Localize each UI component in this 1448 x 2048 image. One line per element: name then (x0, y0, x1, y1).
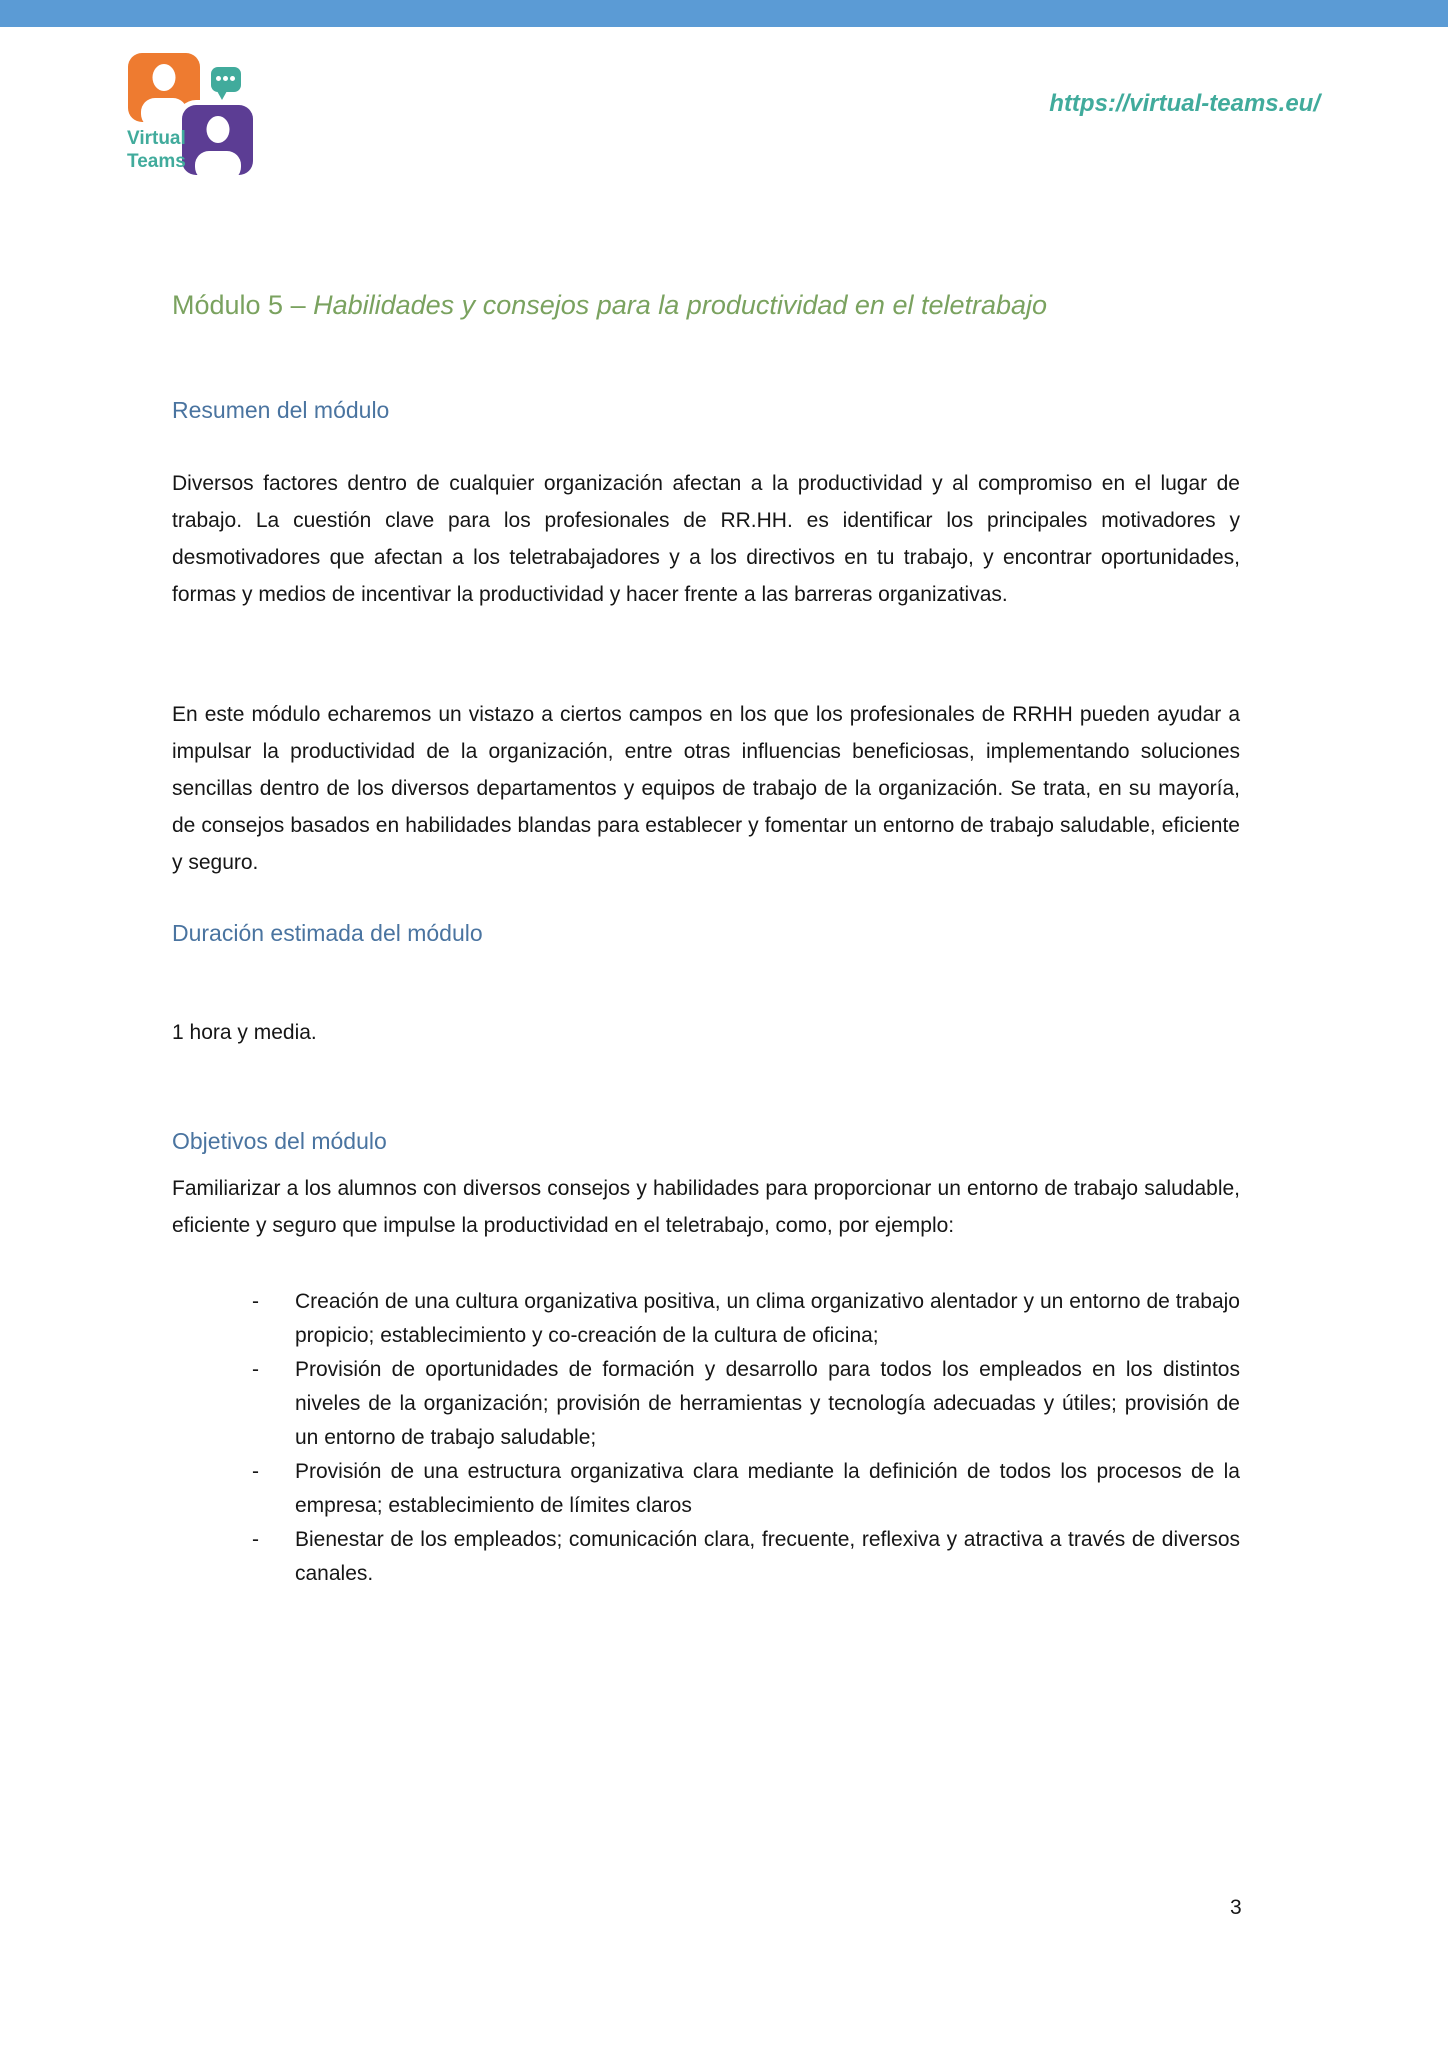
person-head-shape (153, 64, 176, 91)
speech-dot (230, 76, 235, 81)
bullet-item (172, 1523, 1240, 1591)
bullet-text: Bienestar de los empleados; comunicación clara, frecuente, reflexiva y atractiva a través de diversos canales. (295, 1528, 1240, 1585)
page-number: 3 (1230, 1896, 1242, 1919)
speech-bubble-icon (211, 67, 241, 92)
bullet-marker: - (252, 1460, 259, 1483)
speech-dot (216, 76, 221, 81)
person-head-shape (206, 116, 229, 143)
person-card-purple-icon (182, 105, 253, 175)
objetivos-intro-paragraph: Familiarizar a los alumnos con diversos consejos y habilidades para proporcionar un entorno de trabajo saludable, eficiente y seguro que impulse la productividad en el teletrabajo, como, por ejemplo: (172, 1177, 1240, 1237)
speech-bubble-tail (217, 91, 227, 100)
bullet-item (172, 1353, 1240, 1455)
page-title (172, 290, 1240, 321)
page-title-prefix: Módulo 5 – (172, 290, 314, 321)
bullet-item (172, 1285, 1240, 1353)
section-heading-objetivos: Objetivos del módulo (172, 1128, 387, 1155)
person-torso-shape (141, 98, 187, 122)
logo-wordmark (127, 127, 186, 173)
top-accent-bar (0, 0, 1448, 27)
logo-wordmark-line1: Virtual (127, 128, 186, 149)
resumen-paragraph-2: En este módulo echaremos un vistazo a ciertos campos en los que los profesionales de RRHH pueden ayudar a impulsar la productividad de la organización, entre otras influencias beneficiosas, implementando soluciones sencillas dentro de los diversos departamentos y equipos de trabajo de la organización. Se trata, en su mayoría, de consejos basados en habilidades blandas para establecer y fomentar un entorno de trabajo saludable, eficiente y seguro. (172, 703, 1240, 874)
site-url-link[interactable]: https://virtual-teams.eu/ (1049, 90, 1320, 117)
bullet-marker: - (252, 1290, 259, 1313)
duration-text: 1 hora y media. (172, 1021, 317, 1044)
resumen-paragraph-1: Diversos factores dentro de cualquier organización afectan a la productividad y al compromiso en el lugar de trabajo. La cuestión clave para los profesionales de RR.HH. es identificar los principales motivadores y desmotivadores que afectan a los teletrabajadores y a los directivos en tu trabajo, y encontrar oportunidades, formas y medios de incentivar la productividad y hacer frente a las barreras organizativas. (172, 472, 1240, 606)
bullet-marker: - (252, 1358, 259, 1381)
bullet-text: Provisión de oportunidades de formación y desarrollo para todos los empleados en los distintos niveles de la organización; provisión de herramientas y tecnología adecuadas y útiles; provisión de un entorno de trabajo saludable; (295, 1358, 1240, 1449)
bullet-text: Provisión de una estructura organizativa clara mediante la definición de todos los procesos de la empresa; establecimiento de límites claros (295, 1460, 1240, 1517)
bullet-marker: - (252, 1528, 259, 1551)
section-heading-resumen: Resumen del módulo (172, 397, 390, 424)
bullet-item (172, 1455, 1240, 1523)
speech-dot (223, 76, 228, 81)
logo-wordmark-line2: Teams (127, 151, 186, 172)
person-torso-shape (195, 151, 241, 175)
virtual-teams-logo (127, 53, 257, 178)
section-heading-duracion: Duración estimada del módulo (172, 920, 483, 947)
objetivos-bullet-list (172, 1285, 1240, 1591)
page-title-emphasis: Habilidades y consejos para la productividad en el teletrabajo (313, 290, 1048, 321)
bullet-text: Creación de una cultura organizativa positiva, un clima organizativo alentador y un entorno de trabajo propicio; establecimiento y co-creación de la cultura de oficina; (295, 1290, 1240, 1347)
